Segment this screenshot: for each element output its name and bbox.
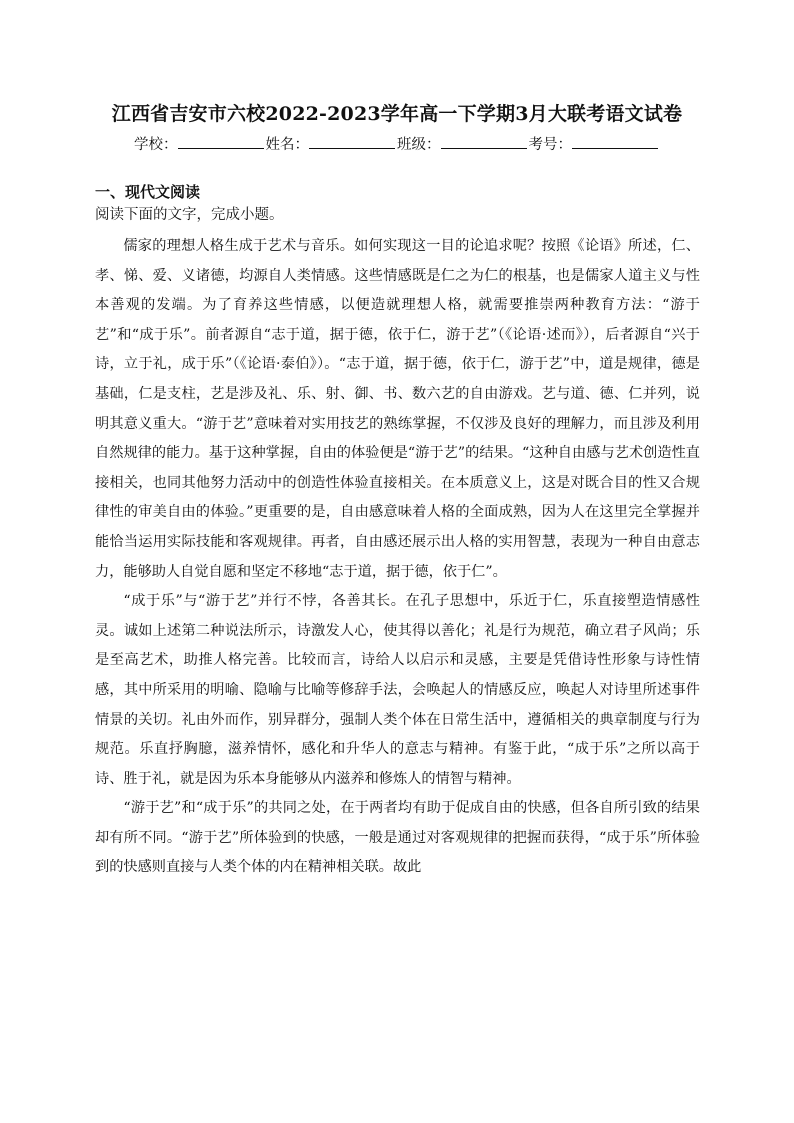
school-field [134,133,266,157]
section-heading: 一、现代文阅读 [95,183,201,201]
name-blank [309,134,395,149]
passage-paragraph-2: “成于乐”与“游于艺”并行不悖，各善其长。在孔子思想中，乐近于仁，乐直接塑造情感性灵。诚如上述第二种说法所示，诗激发人心，使其得以善化；礼是行为规范，确立君子风尚；乐是至高艺术，助推人格完善。比较而言，诗给人以启示和灵感，主要是凭借诗性形象与诗性情感，其中所采用的明喻、隐喻与比喻等修辞手法，会唤起人的情感反应，唤起人对诗里所述事件情景的关切。礼由外而作，别异群分，强制人类个体在日常生活中，遵循相关的典章制度与行为规范。乐直抒胸臆，滋养情怀，感化和升华人的意志与精神。有鉴于此，“成于乐”之所以高于诗、胜于礼，就是因为乐本身能够从内滋养和修炼人的情智与精神。 [95,593,700,787]
class-label: 班级： [397,137,441,153]
passage-paragraph-3: “游于艺”和“成于乐”的共同之处，在于两者均有助于促成自由的快感，但各自所引致的结果却有所不同。“游于艺”所体验到的快感，一般是通过对客观规律的把握而获得，“成于乐”所体验到的快感则直接与人类个体的内在精神相关联。故此 [95,800,700,876]
exam-number-label: 考号： [528,137,572,153]
name-label: 姓名： [265,137,309,153]
exam-number-blank [572,134,658,149]
class-field [397,133,529,157]
student-info-line [0,133,794,157]
class-blank [441,134,527,149]
exam-number-field [529,133,661,157]
reading-passage [95,232,700,883]
school-blank [178,134,264,149]
reading-instruction: 阅读下面的文字，完成小题。 [95,207,284,223]
name-field [266,133,398,157]
school-label: 学校： [134,137,178,153]
exam-title: 江西省吉安市六校2022-2023学年高一下学期3月大联考语文试卷 [111,103,683,125]
passage-paragraph-1: 儒家的理想人格生成于艺术与音乐。如何实现这一目的论追求呢？按照《论语》所述，仁、孝、悌、爱、义诸德，均源自人类情感。这些情感既是仁之为仁的根基，也是儒家人道主义与性本善观的发端。为了育养这些情感，以便造就理想人格，就需要推崇两种教育方法：“游于艺”和“成于乐”。前者源自“志于道，据于德，依于仁，游于艺”（《论语·述而》），后者源自“兴于诗，立于礼，成于乐”（《论语·泰伯》）。“志于道，据于德，依于仁，游于艺”中，道是规律，德是基础，仁是支柱，艺是涉及礼、乐、射、御、书、数六艺的自由游戏。艺与道、德、仁并列，说明其意义重大。“游于艺”意味着对实用技艺的熟练掌握，不仅涉及良好的理解力，而且涉及利用自然规律的能力。基于这种掌握，自由的体验便是“游于艺”的结果。“这种自由感与艺术创造性直接相关，也同其他努力活动中的创造性体验直接相关。在本质意义上，这是对既合目的性又合规律性的审美自由的体验。”更重要的是，自由感意味着人格的全面成熟，因为人在这里完全掌握并能恰当运用实际技能和客观规律。再者，自由感还展示出人格的实用智慧，表现为一种自由意志力，能够助人自觉自愿和坚定不移地“志于道，据于德，依于仁”。 [95,238,700,580]
